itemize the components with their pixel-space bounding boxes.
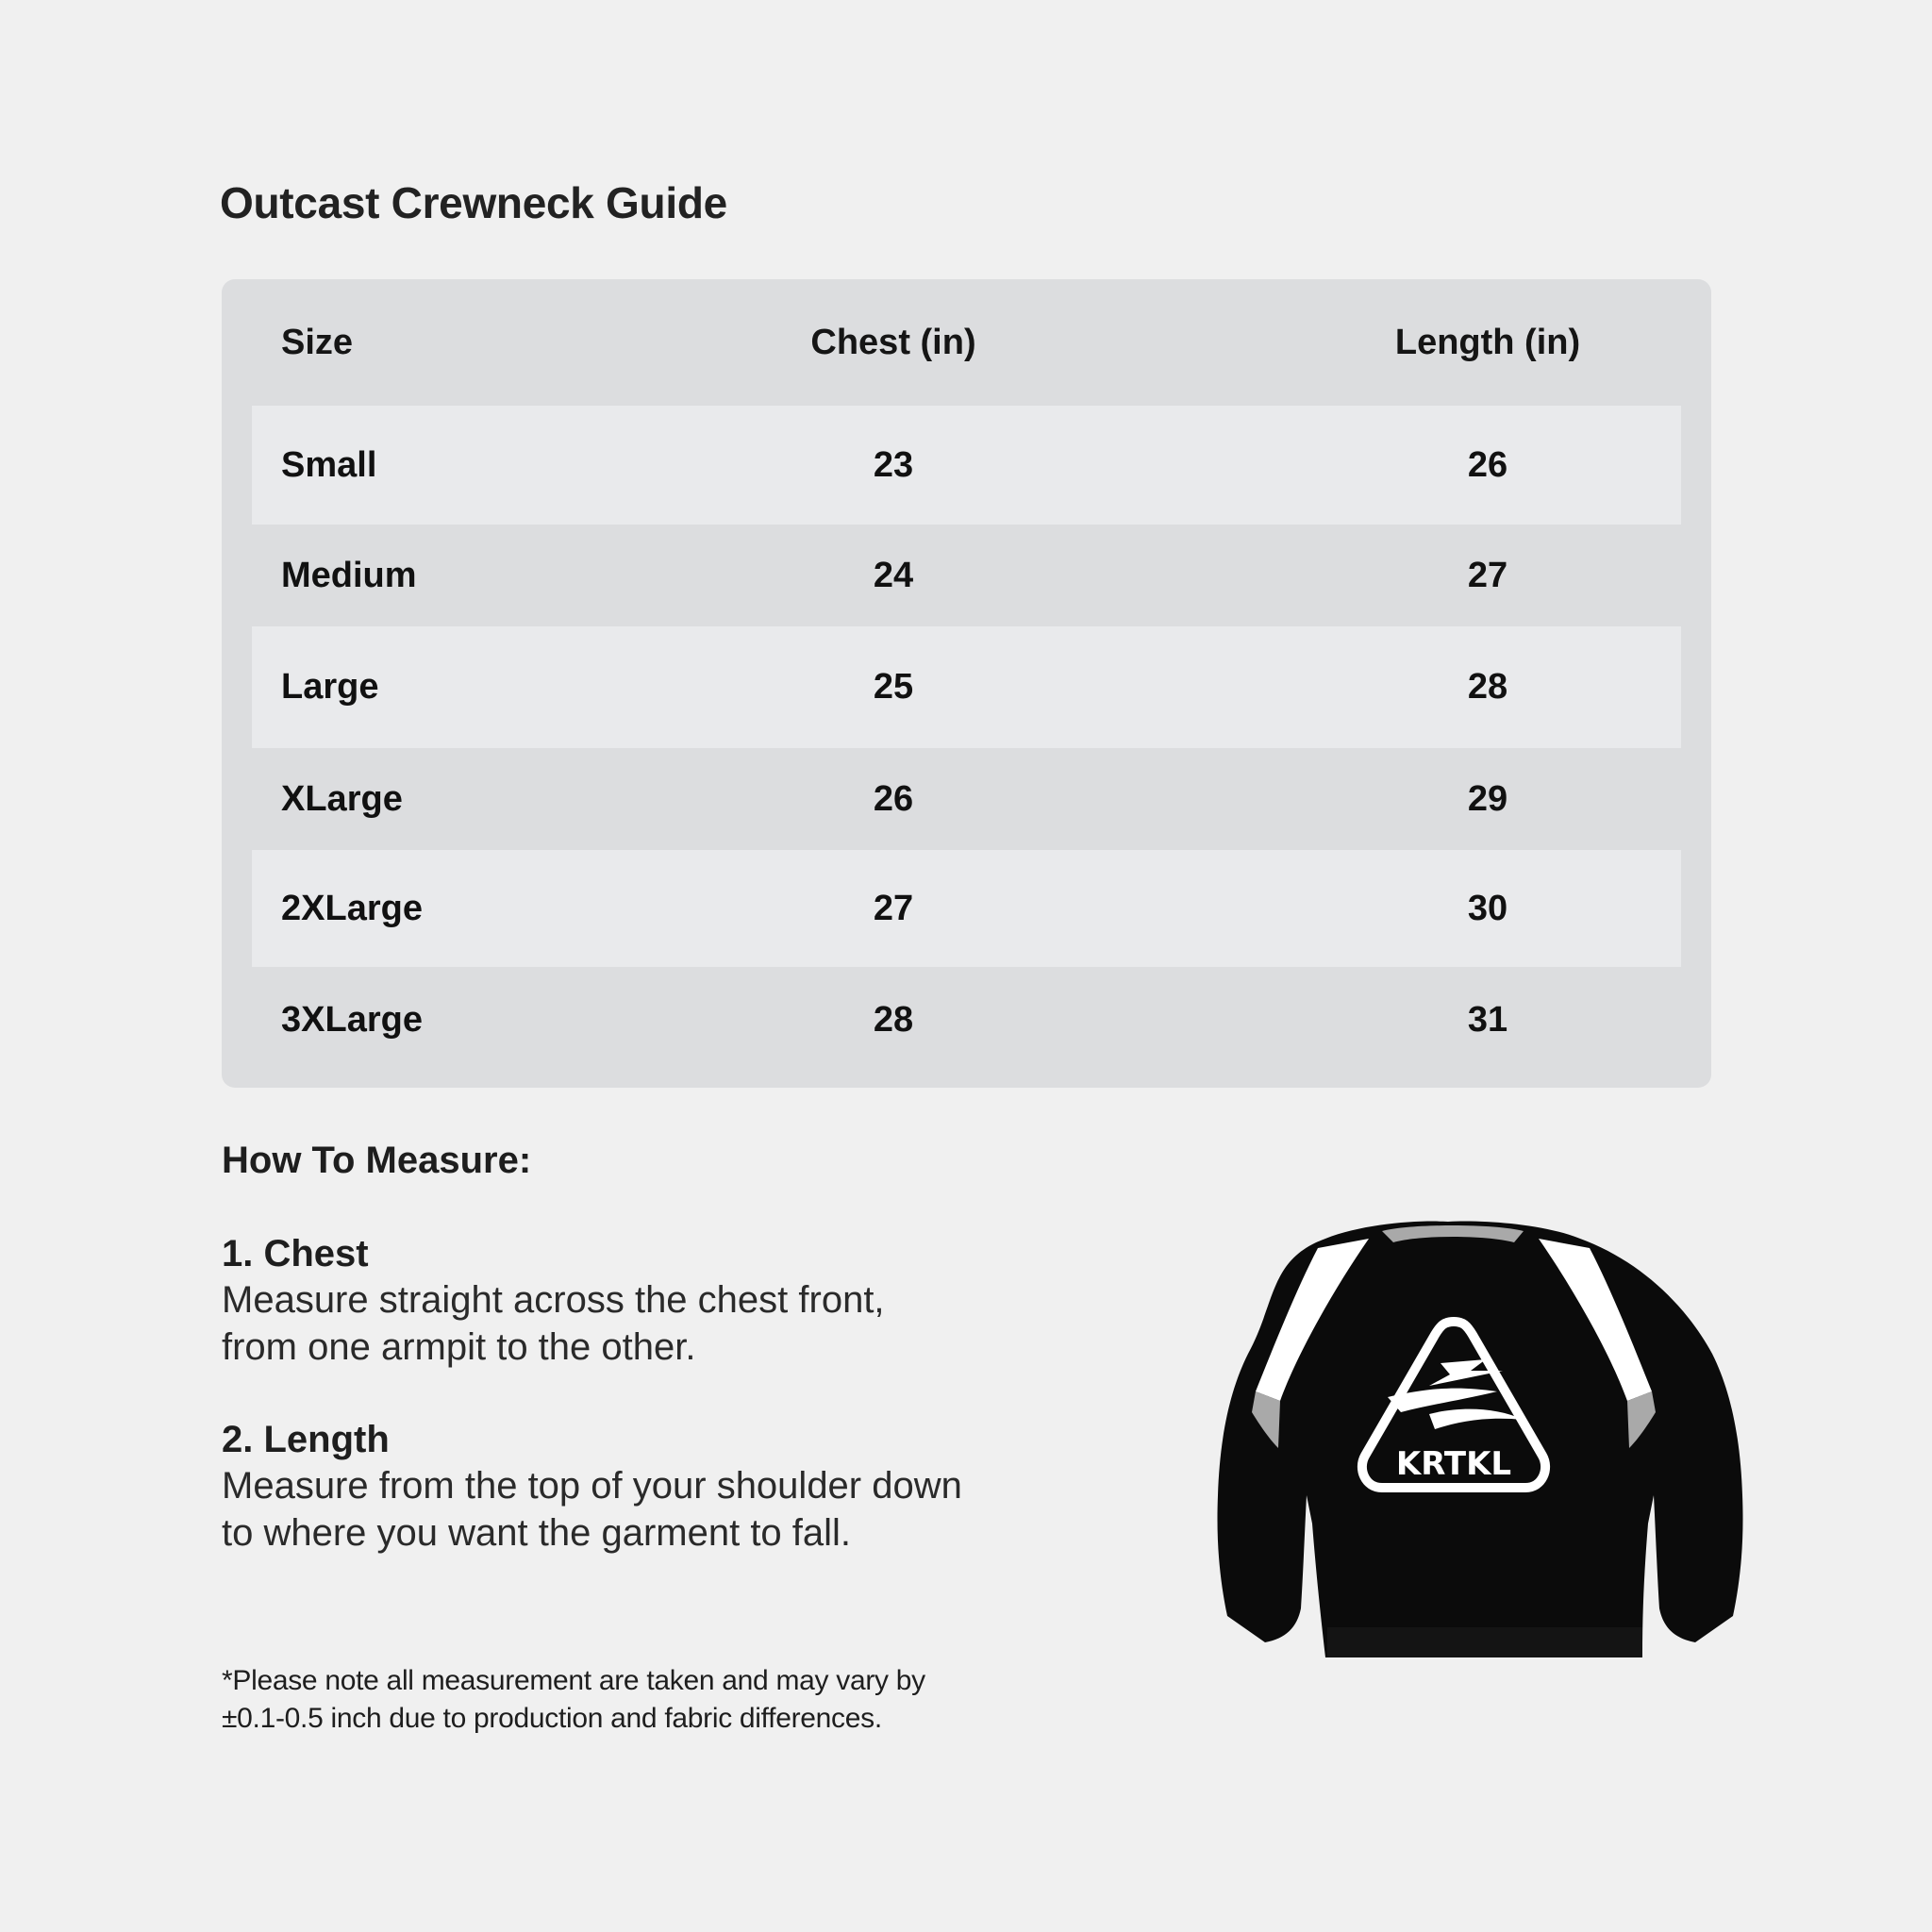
step-text: Measure from the top of your shoulder down to where you want the garment to fall. bbox=[222, 1465, 962, 1554]
cell-length: 28 bbox=[1467, 667, 1508, 707]
cell-chest: 28 bbox=[873, 999, 914, 1040]
crewneck-product-image bbox=[1146, 1212, 1759, 1665]
measure-step-chest bbox=[222, 1231, 1071, 1371]
table-row-small bbox=[252, 406, 1681, 525]
step-text: Measure straight across the chest front, from one armpit to the other. bbox=[222, 1279, 885, 1368]
krtkl-logo-text: KRTKL bbox=[1395, 1445, 1512, 1483]
table-row-3xlarge bbox=[252, 967, 1681, 1073]
cell-size: XLarge bbox=[281, 778, 403, 819]
cell-length: 26 bbox=[1467, 444, 1508, 485]
cell-size: Large bbox=[281, 667, 379, 707]
how-to-measure-title: How To Measure: bbox=[222, 1140, 532, 1181]
measure-step-length bbox=[222, 1417, 1071, 1557]
step-heading: 1. Chest bbox=[222, 1233, 369, 1274]
cell-length: 31 bbox=[1467, 999, 1508, 1040]
header-chest: Chest (in) bbox=[810, 322, 976, 362]
table-header bbox=[252, 279, 1681, 406]
cell-size: Small bbox=[281, 444, 377, 485]
cell-chest: 27 bbox=[873, 888, 914, 928]
page-title: Outcast Crewneck Guide bbox=[220, 178, 727, 227]
cell-chest: 25 bbox=[873, 667, 914, 707]
cell-chest: 24 bbox=[873, 555, 914, 595]
cell-chest: 26 bbox=[873, 778, 914, 819]
sweater-body bbox=[1217, 1222, 1742, 1657]
cell-size: Medium bbox=[281, 555, 417, 595]
size-chart-table bbox=[222, 279, 1711, 1088]
measurement-note: *Please note all measurement are taken and may vary by ±0.1-0.5 inch due to production and fabric differences. bbox=[222, 1665, 925, 1734]
sweater-hem bbox=[1327, 1627, 1642, 1657]
cell-size: 3XLarge bbox=[281, 999, 423, 1040]
cell-length: 29 bbox=[1467, 778, 1508, 819]
header-length: Length (in) bbox=[1394, 322, 1581, 362]
table-row-2xlarge bbox=[252, 850, 1681, 967]
header-size: Size bbox=[281, 322, 354, 362]
cell-length: 30 bbox=[1467, 888, 1508, 928]
table-row-large bbox=[252, 626, 1681, 748]
cell-size: 2XLarge bbox=[281, 888, 423, 928]
cell-length: 27 bbox=[1467, 555, 1508, 595]
step-heading: 2. Length bbox=[222, 1419, 390, 1460]
table-row-xlarge bbox=[252, 748, 1681, 850]
table-row-medium bbox=[252, 525, 1681, 626]
cell-chest: 23 bbox=[873, 444, 914, 485]
